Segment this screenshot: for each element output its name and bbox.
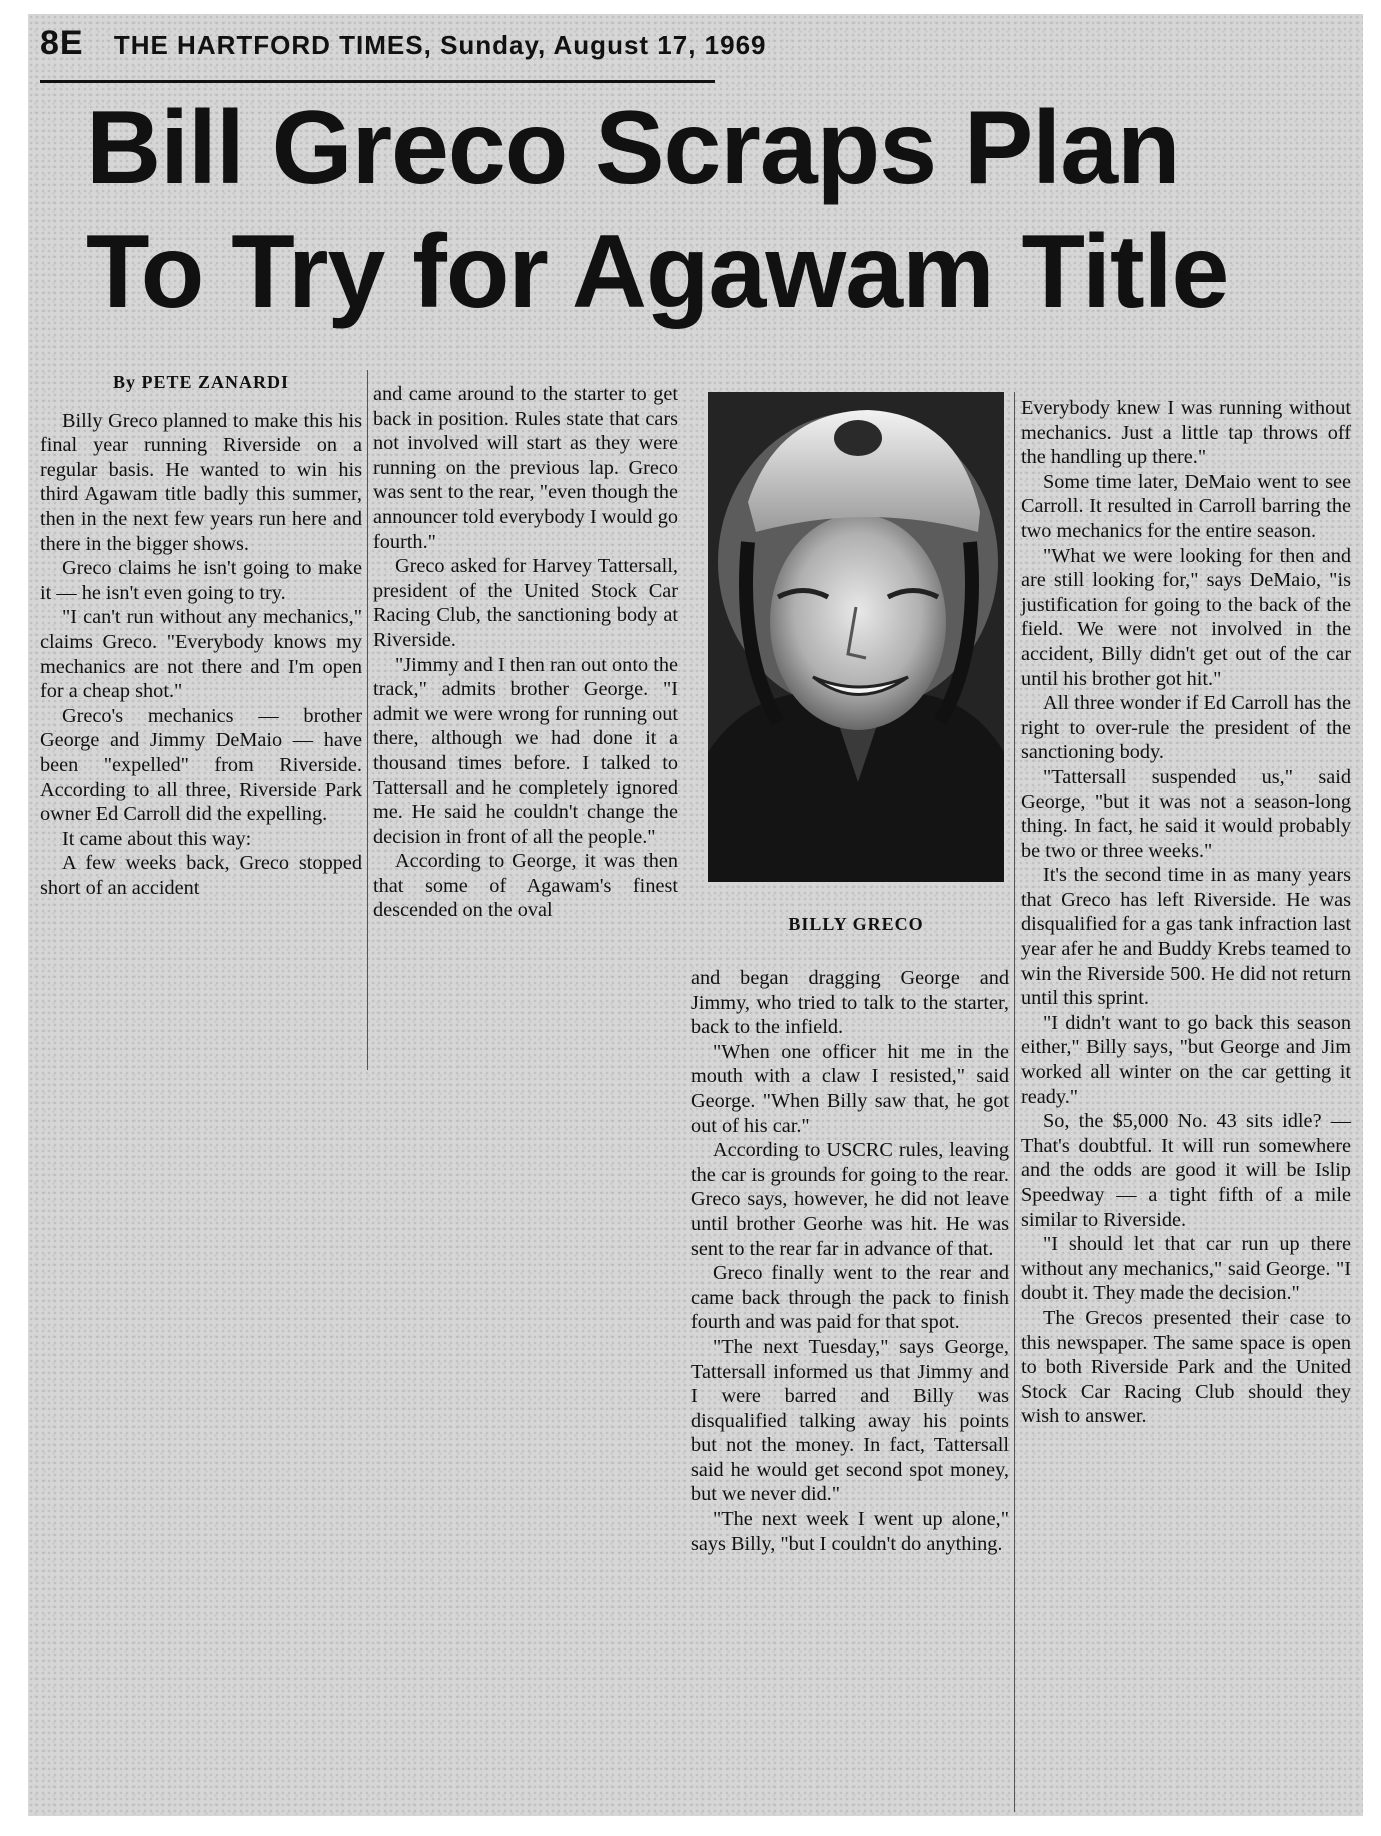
paragraph: The Grecos presented their case to this newspaper. The same space is open to both Riverside Park and the United Stock Car Racing Club should they wish to answer. <box>1021 1306 1351 1428</box>
headline-line-2: To Try for Agawam Title <box>86 214 1229 330</box>
column-divider <box>1014 392 1015 1812</box>
paragraph: "I can't run without any mechanics," claims Greco. "Everybody knows my mechanics are not there and I'm open for a cheap shot." <box>40 606 362 703</box>
paragraph: All three wonder if Ed Carroll has the right to over-rule the president of the sanctioning body. <box>1021 692 1351 764</box>
paragraph: So, the $5,000 No. 43 sits idle? — That's doubtful. It will run somewhere and the odds are good it will be Islip Speedway — a tight fifth of a mile similar to Riverside. <box>1021 1110 1351 1231</box>
paragraph: "Tattersall suspended us," said George, "but it was not a season-long thing. In fact, he said it would probably be two or three weeks." <box>1021 765 1351 862</box>
article-column-1 <box>40 370 362 900</box>
paragraph: "Jimmy and I then ran out onto the track," admits brother George. "I admit we were wrong for running out there, although we had done it a thousand times before. I talked to Tattersall and he completely ignored me. He said he couldn't change the decision in front of all the people." <box>373 653 678 848</box>
paragraph: Everybody knew I was running without mechanics. Just a little tap throws off the handling up there." <box>1021 397 1351 469</box>
masthead <box>40 24 767 63</box>
paragraph: "The next week I went up alone," says Billy, "but I couldn't do anything. <box>691 1508 1009 1555</box>
paragraph: Greco asked for Harvey Tattersall, president of the United Stock Car Racing Club, the sanctioning body at Riverside. <box>373 555 678 651</box>
page-number: 8E <box>40 24 84 62</box>
portrait-photo <box>708 392 1004 882</box>
headline-line-1: Bill Greco Scraps Plan <box>86 90 1180 206</box>
paragraph: A few weeks back, Greco stopped short of an accident <box>40 852 362 899</box>
paragraph: "I didn't want to go back this season either," Billy says, "but George and Jim worked all winter on the car getting it ready." <box>1021 1011 1351 1108</box>
paragraph: According to USCRC rules, leaving the car is grounds for going to the rear. Greco says, however, he did not leave until brother Georhe was hit. He was sent to the rear far in advance of that. <box>691 1139 1009 1260</box>
headline <box>86 86 1356 334</box>
paragraph: It's the second time in as many years that Greco has left Riverside. He was disqualified for a gas tank infraction last year afer he and Buddy Krebs teamed to win the Riverside 500. He did not return until this sprint. <box>1021 864 1351 1010</box>
photo-caption: BILLY GRECO <box>788 914 924 934</box>
paragraph: Greco claims he isn't going to make it — he isn't even going to try. <box>40 557 362 604</box>
masthead-rule <box>40 80 715 83</box>
paragraph: It came about this way: <box>62 827 252 850</box>
paragraph: Billy Greco planned to make this his final year running Riverside on a regular basis. He wanted to win his third Agawam title badly this summer, then in the next few years run here and there in the bigger shows. <box>40 409 362 555</box>
newspaper-clipping <box>28 14 1363 1816</box>
publication-name: THE HARTFORD TIMES, <box>113 30 432 60</box>
article-column-2 <box>373 382 678 923</box>
paragraph: and came around to the starter to get back in position. Rules state that cars not involved will start as they were running on the previous lap. Greco was sent to the rear, "even though the announcer told everybody I would go fourth." <box>373 383 678 553</box>
paragraph: According to George, it was then that some of Agawam's finest descended on the oval <box>373 850 678 922</box>
paragraph: "When one officer hit me in the mouth with a claw I resisted," said George. "When Billy saw that, he got out of his car." <box>691 1040 1009 1137</box>
article-column-4 <box>1021 396 1351 1429</box>
portrait-image <box>708 392 1004 882</box>
article-column-3 <box>691 966 1009 1556</box>
paragraph: Greco finally went to the rear and came back through the pack to finish fourth and was paid for that spot. <box>691 1262 1009 1334</box>
paragraph: and began dragging George and Jimmy, who tried to talk to the starter, back to the infield. <box>691 967 1009 1039</box>
paragraph: Some time later, DeMaio went to see Carroll. It resulted in Carroll barring the two mechanics for the entire season. <box>1021 470 1351 542</box>
publication-date: Sunday, August 17, 1969 <box>440 30 767 60</box>
byline: By PETE ZANARDI <box>112 372 290 392</box>
paragraph: Greco's mechanics — brother George and Jimmy DeMaio — have been "expelled" from Riverside. According to all three, Riverside Park owner Ed Carroll did the expelling. <box>40 704 362 826</box>
paragraph: "The next Tuesday," says George, Tattersall informed us that Jimmy and I were barred and Billy was disqualified talking away his points but not the money. In fact, Tattersall said he would get second spot money, but we never did." <box>691 1335 1009 1506</box>
paragraph: "I should let that car run up there without any mechanics," said George. "I doubt it. They made the decision." <box>1021 1233 1351 1305</box>
paragraph: "What we were looking for then and are still looking for," says DeMaio, "is justification for going to the back of the field. We were not involved in the accident, Billy didn't get out of the car until his brother got hit." <box>1021 544 1351 690</box>
column-divider <box>367 370 368 1070</box>
